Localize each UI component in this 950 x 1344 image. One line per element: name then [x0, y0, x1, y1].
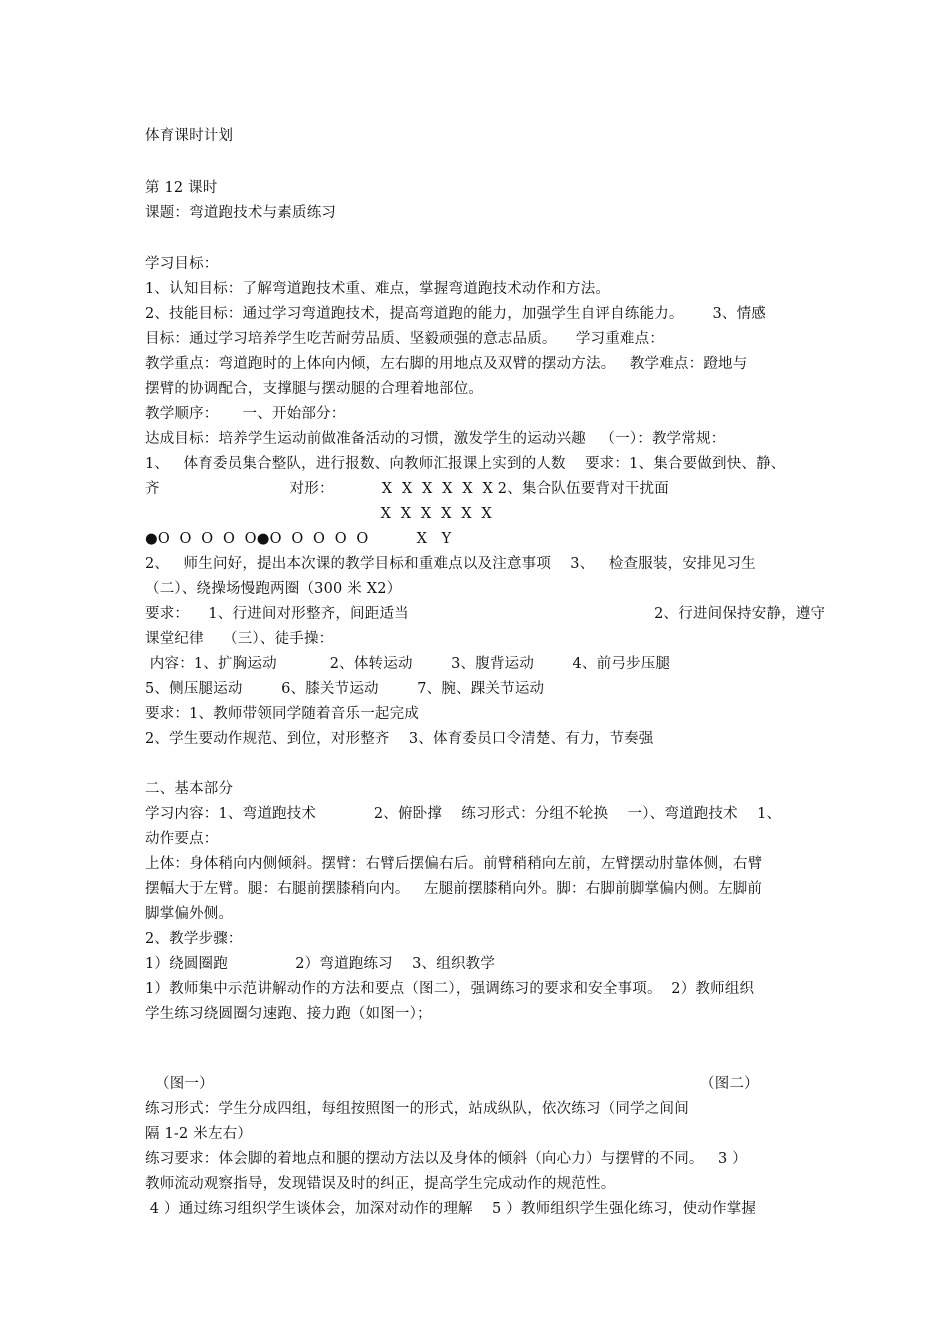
- text-line: 1、认知目标：了解弯道跑技术重、难点，掌握弯道跑技术动作和方法。: [145, 281, 611, 297]
- text-line: 2、技能目标：通过学习弯道跑技术，提高弯道跑的能力，加强学生自评自练能力。 3、情感: [145, 306, 767, 322]
- text-line: 目标：通过学习培养学生吃苦耐劳品质、坚毅顽强的意志品质。 学习重难点：: [145, 331, 665, 347]
- text-line: 2、 师生问好，提出本次课的教学目标和重难点以及注意事项 3、 检查服装，安排见习生: [145, 556, 756, 572]
- text-line: 2、学生要动作规范、到位，对形整齐 3、体育委员口令清楚、有力，节奏强: [145, 731, 654, 747]
- text-line: 1）绕圆圈跑 2）弯道跑练习 3、组织教学: [145, 956, 496, 972]
- section-heading: 二、基本部分: [145, 781, 234, 797]
- text-line: 1、 体育委员集合整队，进行报数、向教师汇报课上实到的人数 要求：1、集合要做到快、静、: [145, 456, 786, 472]
- lesson-number: 第 12 课时: [145, 180, 218, 196]
- formation-line: X X X X X X: [145, 506, 492, 522]
- text-line: 教学顺序： 一、开始部分：: [145, 406, 346, 422]
- text-line: （二）、绕操场慢跑两圈（300 米 X2）: [145, 581, 402, 597]
- formation-line: 齐 对形： X X X X X X 2、集合队伍要背对干扰面: [145, 481, 669, 497]
- text-line: 达成目标：培养学生运动前做准备活动的习惯，激发学生的运动兴趣 （一）：教学常规：: [145, 431, 726, 447]
- text-line: 课堂纪律 （三）、徒手操：: [145, 631, 334, 647]
- formation-line: ●O O O O O●O O O O O X Y: [145, 531, 452, 547]
- text-line: 练习形式：学生分成四组，每组按照图一的形式，站成纵队，依次练习（同学之间间: [145, 1101, 689, 1117]
- text-line: 内容：1、扩胸运动 2、体转运动 3、腹背运动 4、前弓步压腿: [145, 656, 671, 672]
- text-line: 学习内容：1、弯道跑技术 2、俯卧撑 练习形式：分组不轮换 一）、弯道跑技术 1、: [145, 806, 782, 822]
- figure-label-1: （图一）: [155, 1076, 214, 1092]
- text-line: 学习目标：: [145, 256, 219, 272]
- lesson-topic: 课题：弯道跑技术与素质练习: [145, 205, 337, 221]
- text-line: 隔 1-2 米左右）: [145, 1126, 253, 1142]
- text-line: 2、教学步骤：: [145, 931, 243, 947]
- text-line: 学生练习绕圆圈匀速跑、接力跑（如图一）；: [145, 1006, 432, 1022]
- text-line: 脚掌偏外侧。: [145, 906, 234, 922]
- text-line: 练习要求：体会脚的着地点和腿的摆动方法以及身体的倾斜（向心力）与摆臂的不同。 3 ）: [145, 1151, 747, 1167]
- text-line: 摆臂的协调配合，支撑腿与摆动腿的合理着地部位。: [145, 381, 484, 397]
- text-line: 教师流动观察指导，发现错误及时的纠正，提高学生完成动作的规范性。: [145, 1176, 616, 1192]
- text-line: 教学重点：弯道跑时的上体向内倾，左右脚的用地点及双臂的摆动方法。 教学难点：蹬地与: [145, 356, 748, 372]
- text-line: 要求： 1、行进间对形整齐，间距适当 2、行进间保持安静，遵守: [145, 606, 826, 622]
- text-line: 动作要点：: [145, 831, 219, 847]
- text-line: 4 ）通过练习组织学生谈体会，加深对动作的理解 5 ）教师组织学生强化练习，使动作掌握: [145, 1201, 757, 1217]
- text-line: 上体：身体稍向内侧倾斜。摆臂：右臂后摆偏右后。前臂稍稍向左前，左臂摆动肘靠体侧，右臂: [145, 856, 763, 872]
- text-line: 摆幅大于左臂。腿：右腿前摆膝稍向内。 左腿前摆膝稍向外。脚：右脚前脚掌偏内侧。左脚前: [145, 881, 763, 897]
- text-line: 1）教师集中示范讲解动作的方法和要点（图二），强调练习的要求和安全事项。 2）教师组织: [145, 981, 755, 997]
- figure-label-2: （图二）: [700, 1076, 759, 1092]
- text-line: 5、侧压腿运动 6、膝关节运动 7、腕、踝关节运动: [145, 681, 545, 697]
- text-line: 要求：1、教师带领同学随着音乐一起完成: [145, 706, 420, 722]
- doc-title: 体育课时计划: [145, 128, 234, 144]
